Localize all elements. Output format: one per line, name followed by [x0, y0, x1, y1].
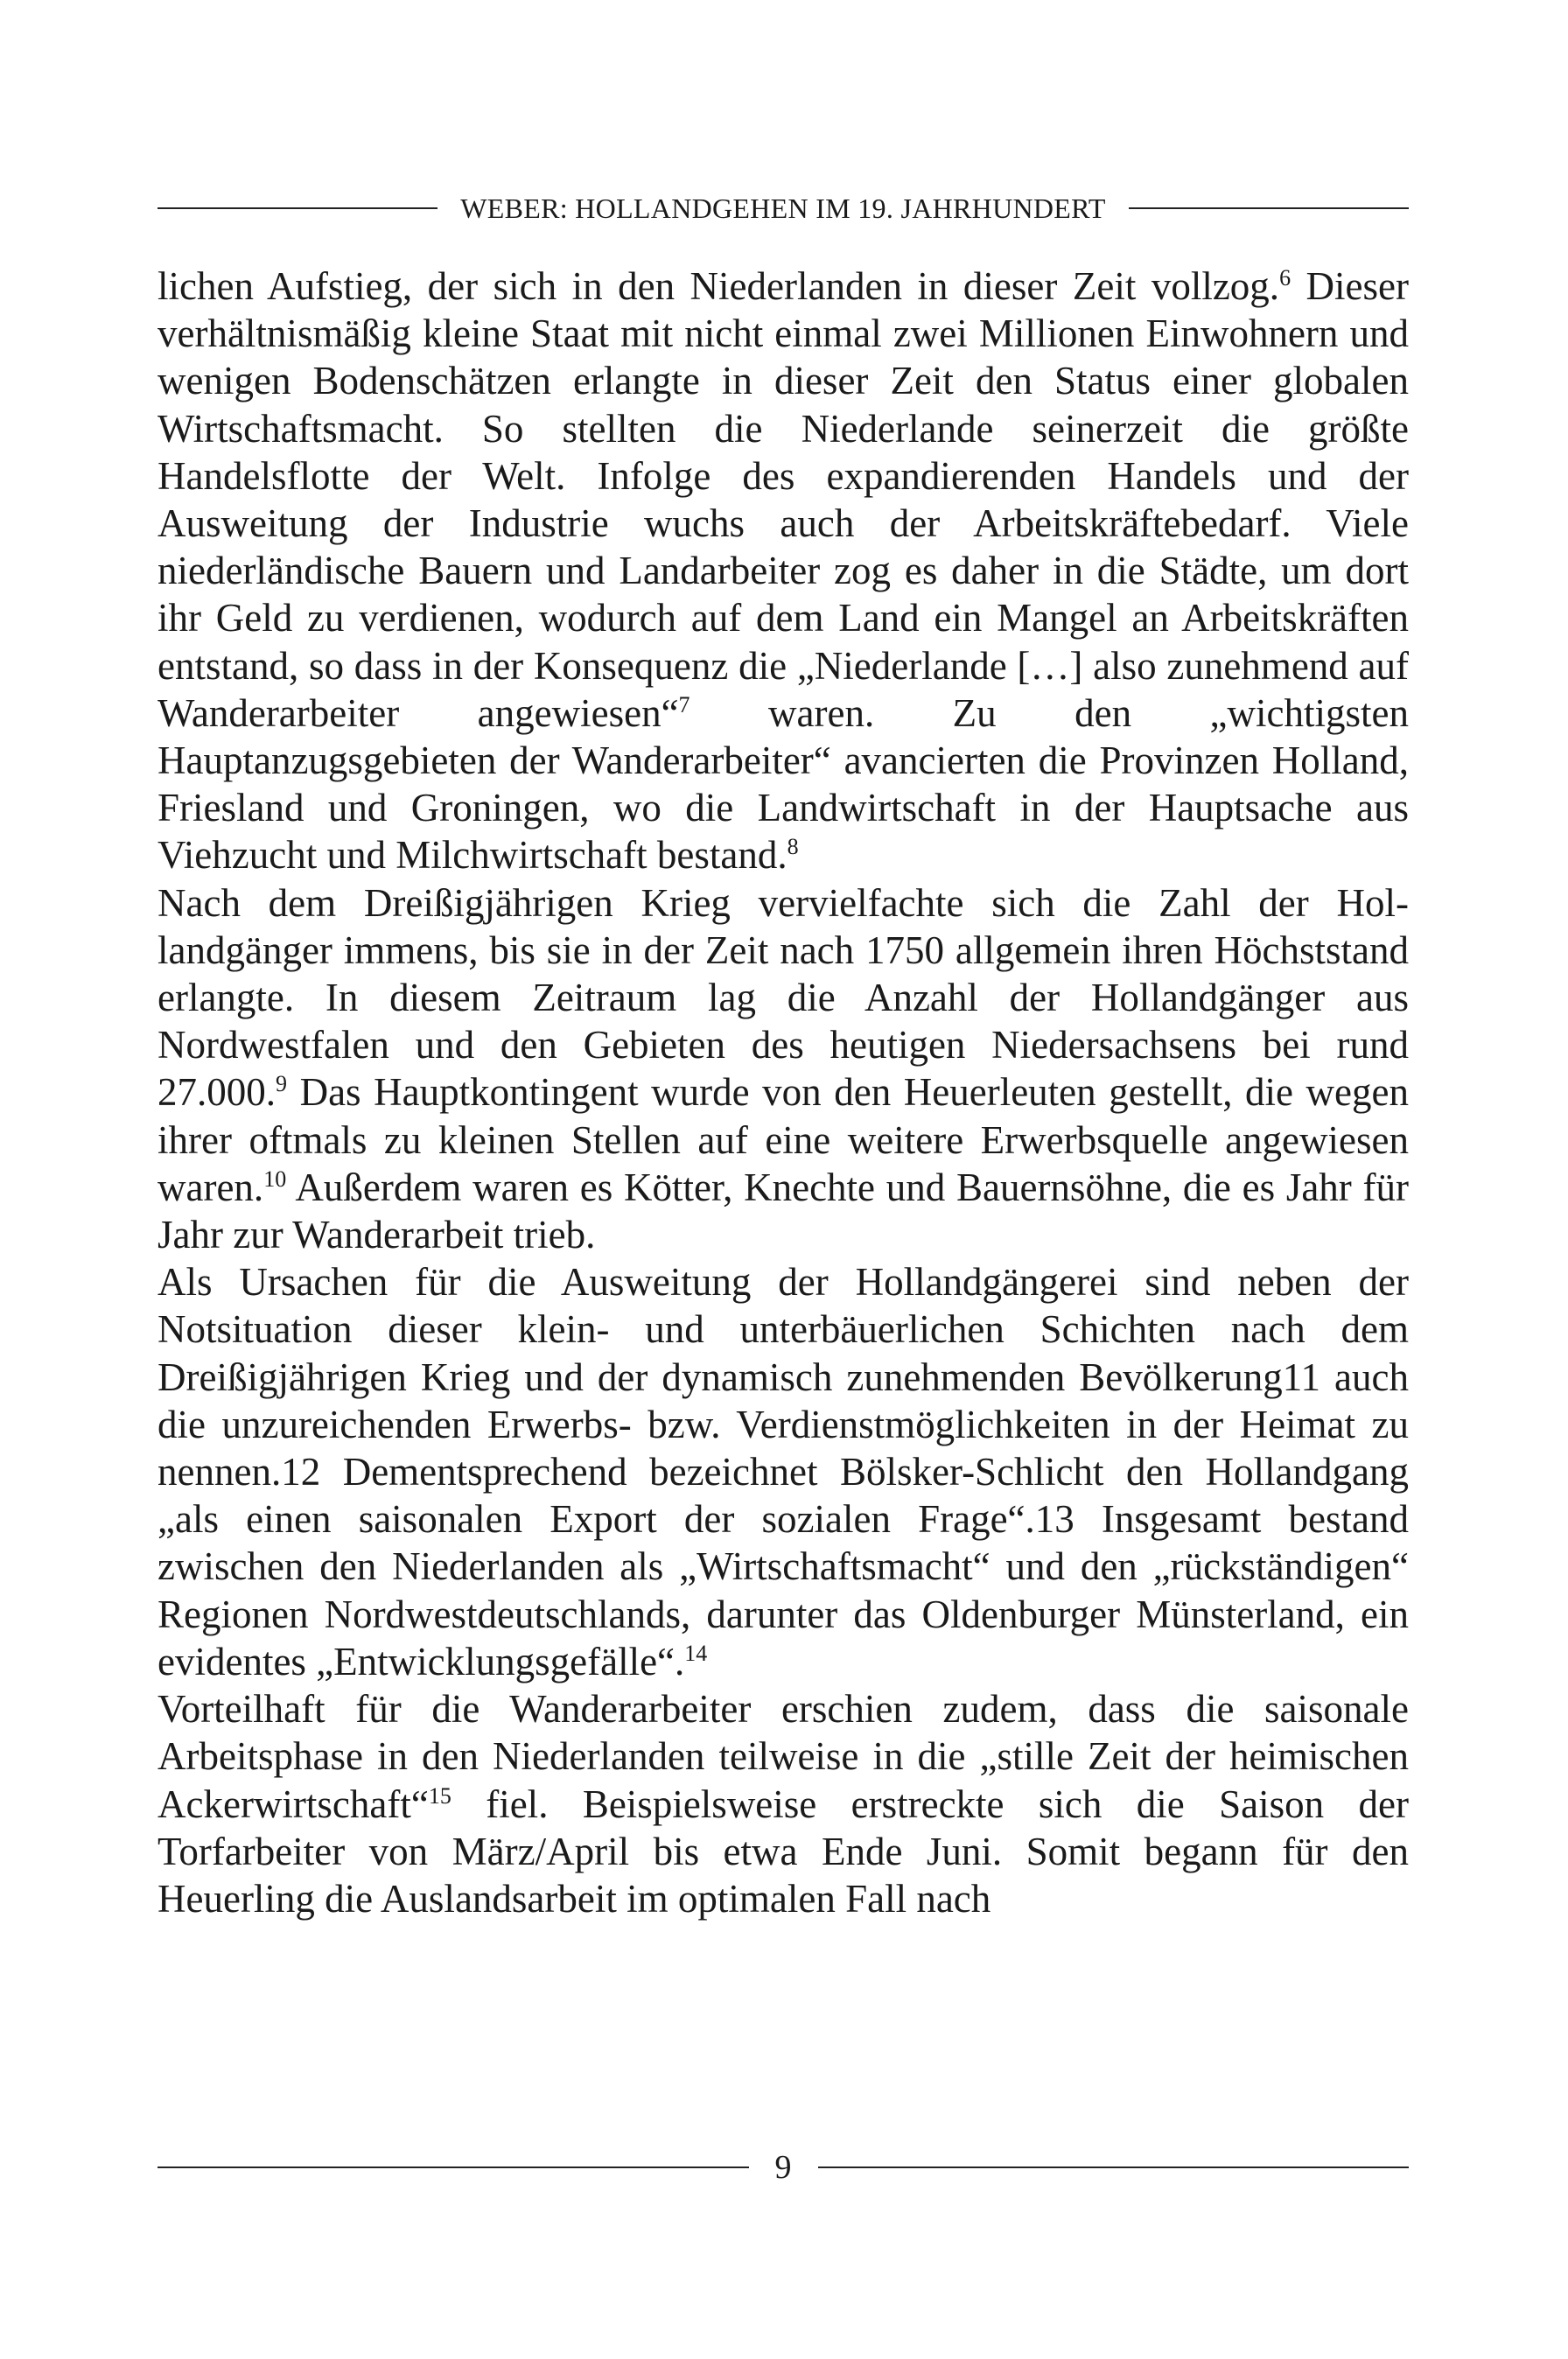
running-head-rule-left — [158, 207, 438, 209]
footnote-marker: 6 — [1279, 265, 1292, 290]
running-head-title: WEBER: HOLLANDGEHEN IM 19. JAHRHUNDERT — [460, 192, 1106, 224]
text-run: fiel. Beispielsweise erstreckte sich die Saison der Torfarbeiter von März/April bis etwa Ende Juni. Somit begann für den Heuerling die Auslandsarbeit im optimalen Fall nach — [158, 1782, 1409, 1921]
running-head — [158, 194, 1409, 222]
paragraph — [158, 1685, 1409, 1922]
footer-rule-left — [158, 2166, 749, 2168]
running-head-rule-right — [1129, 207, 1409, 209]
text-run: waren. Zu den „wichtigsten Hauptanzugsgebieten der Wanderarbeiter“ avancierten die Provinzen Holland, Friesland und Groningen, wo die Landwirtschaft in der Hauptsache aus Viehzucht und Milchwirtschaft bestand. — [158, 690, 1409, 878]
text-run: Dieser verhältnismäßig kleine Staat mit nicht einmal zwei Millionen Einwohnern und wenigen Bodenschätzen erlangte in dieser Zeit den Status einer globalen Wirtschaftsmacht. So stellten die Niederlande seinerzeit die größte Handelsflotte der Welt. Infolge des expandierenden Handels und der Ausweitung der Industrie wuchs auch der Arbeitskräftebedarf. Viele niederländische Bauern und Landarbeiter zog es daher in die Städte, um dort ihr Geld zu verdienen, wodurch auf dem Land ein Mangel an Arbeitskräften entstand, so dass in der Konsequenz die „Niederlande […] also zunehmend auf Wanderarbeiter angewiesen“ — [158, 264, 1409, 735]
text-run: lichen Aufstieg, der sich in den Niederlanden in dieser Zeit vollzog. — [158, 264, 1280, 308]
paragraph — [158, 262, 1409, 879]
footnote-marker: 8 — [787, 834, 799, 860]
text-run: Vorteilhaft für die Wanderarbeiter erschien zudem, dass die saisonale Arbeitsphase in den Niederlanden teilweise in die „stille Zeit der heimischen Ackerwirtschaft“ — [158, 1687, 1409, 1826]
footnote-marker: 10 — [263, 1166, 287, 1192]
footer-rule-right — [818, 2166, 1410, 2168]
footnote-marker: 7 — [678, 691, 690, 718]
text-run: Außerdem waren es Kötter, Knechte und Bauernsöhne, die es Jahr für Jahr zur Wanderarbeit trieb. — [158, 1165, 1409, 1257]
text-run: Nach dem Dreißigjährigen Krieg vervielfachte sich die Zahl der Hollandgänger immens, bis sie in der Zeit nach 1750 allgemein ihren Höchststand erlangte. In diesem Zeitraum lag die Anzahl der Hollandgänger aus Nordwestfalen und den Gebieten des heutigen Niedersachsens bei rund 27.000. — [158, 880, 1409, 1115]
footnote-marker: 14 — [684, 1640, 708, 1666]
paragraph — [158, 1258, 1409, 1685]
page-number: 9 — [774, 2149, 792, 2186]
body-text — [158, 262, 1409, 1922]
footnote-marker: 9 — [276, 1071, 287, 1097]
page-footer — [158, 2151, 1409, 2184]
footnote-marker: 15 — [428, 1782, 452, 1809]
paragraph — [158, 879, 1409, 1259]
text-run: Als Ursachen für die Ausweitung der Hollandgängerei sind neben der Notsituation dieser klein- und unterbäuerlichen Schichten nach dem Dreißigjährigen Krieg und der dynamisch zunehmenden Bevölkerung11 auch die unzureichenden Erwerbs- bzw. Verdienstmöglichkeiten in der Heimat zu nennen.12 Dementsprechend bezeichnet Bölsker-Schlicht den Hollandgang „als einen saisonalen Export der sozialen Frage“.13 Insgesamt bestand zwischen den Niederlanden als „Wirtschaftsmacht“ und den „rückständigen“ Regionen Nordwestdeutschlands, darunter das Oldenburger Münsterland, ein evidentes „Entwicklungsgefälle“. — [158, 1260, 1409, 1684]
text-run: Das Hauptkontingent wurde von den Heuerleuten gestellt, die wegen ihrer oftmals zu kleinen Stellen auf eine weitere Erwerbsquelle angewiesen waren. — [158, 1070, 1409, 1209]
